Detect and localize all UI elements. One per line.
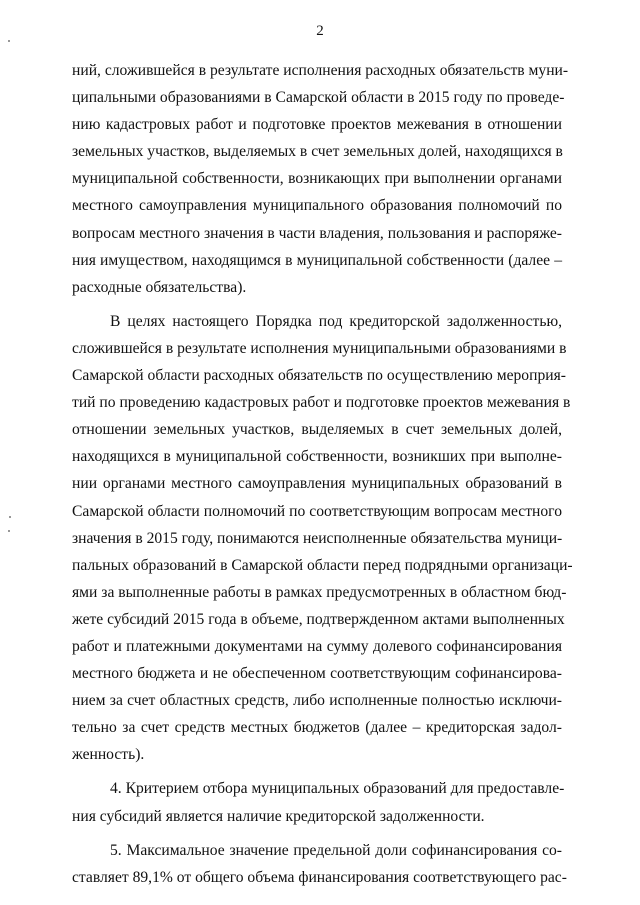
text-line: жете субсидий 2015 года в объеме, подтвержденном актами выполненных xyxy=(72,610,565,628)
text-line: женность). xyxy=(72,746,145,764)
text-line: земельных участков, выделяемых в счет земельных долей, находящихся в xyxy=(72,143,563,161)
text-line: тельно за счет средств местных бюджетов (далее – кредиторская задол- xyxy=(72,719,562,737)
text-line: тий по проведению кадастровых работ и подготовке проектов межевания в xyxy=(72,394,571,412)
text-line: нии органами местного самоуправления муниципальных образований в xyxy=(72,475,562,493)
text-line: пальных образований в Самарской области перед подрядными организаци- xyxy=(72,556,573,574)
page-number: 2 xyxy=(316,23,324,39)
text-line: 4. Критерием отбора муниципальных образований для предоставле- xyxy=(110,780,565,798)
text-line: вопросам местного значения в части владения, пользования и распоряже- xyxy=(72,224,562,242)
text-line: значения в 2015 году, понимаются неисполненные обязательства муници- xyxy=(72,529,563,547)
text-line: сложившейся в результате исполнения муниципальными образованиями в xyxy=(72,339,567,357)
text-line: находящихся в муниципальной собственности, возникших при выполне- xyxy=(72,448,562,466)
text-line: ния имуществом, находящимся в муниципальной собственности (далее – xyxy=(72,251,562,269)
text-line: 5. Максимальное значение предельной доли софинансирования со- xyxy=(110,841,562,859)
text-line: муниципальной собственности, возникающих при выполнении органами xyxy=(72,170,562,188)
text-line: нием за счет областных средств, либо исполненные полностью исключи- xyxy=(72,692,562,710)
text-line: отношении земельных участков, выделяемых в счет земельных долей, xyxy=(72,421,562,439)
text-line: нию кадастровых работ и подготовке проектов межевания в отношении xyxy=(72,116,562,134)
scan-speck xyxy=(8,530,10,532)
text-line: местного бюджета и не обеспеченном соответствующим софинансирова- xyxy=(72,665,562,683)
text-line: ставляет 89,1% от общего объема финансирования соответствующего рас- xyxy=(72,868,567,886)
text-line: работ и платежными документами на сумму долевого софинансирования xyxy=(72,637,562,655)
paragraph-2 xyxy=(72,308,573,769)
text-line: ципальными образованиями в Самарской области в 2015 году по проведе- xyxy=(72,89,565,107)
text-line: местного самоуправления муниципального образования полномочий по xyxy=(72,197,562,215)
document-body xyxy=(72,57,573,891)
text-line: ния субсидий является наличие кредиторской задолженности. xyxy=(72,807,485,825)
text-line: Самарской области полномочий по соответствующим вопросам местного xyxy=(72,502,562,520)
paragraph-4 xyxy=(72,837,567,891)
paragraph-3 xyxy=(72,775,565,829)
text-line: ями за выполненные работы в рамках предусмотренных в областном бюд- xyxy=(72,583,567,601)
text-line: ний, сложившейся в результате исполнения расходных обязательств муни- xyxy=(72,62,569,79)
text-line: В целях настоящего Порядка под кредиторской задолженностью, xyxy=(110,312,562,330)
text-line: расходные обязательства). xyxy=(72,278,247,296)
scan-speck xyxy=(8,40,10,42)
paragraph-1 xyxy=(72,57,569,301)
scan-speck xyxy=(9,516,11,518)
text-line: Самарской области расходных обязательств по осуществлению мероприя- xyxy=(72,367,566,385)
